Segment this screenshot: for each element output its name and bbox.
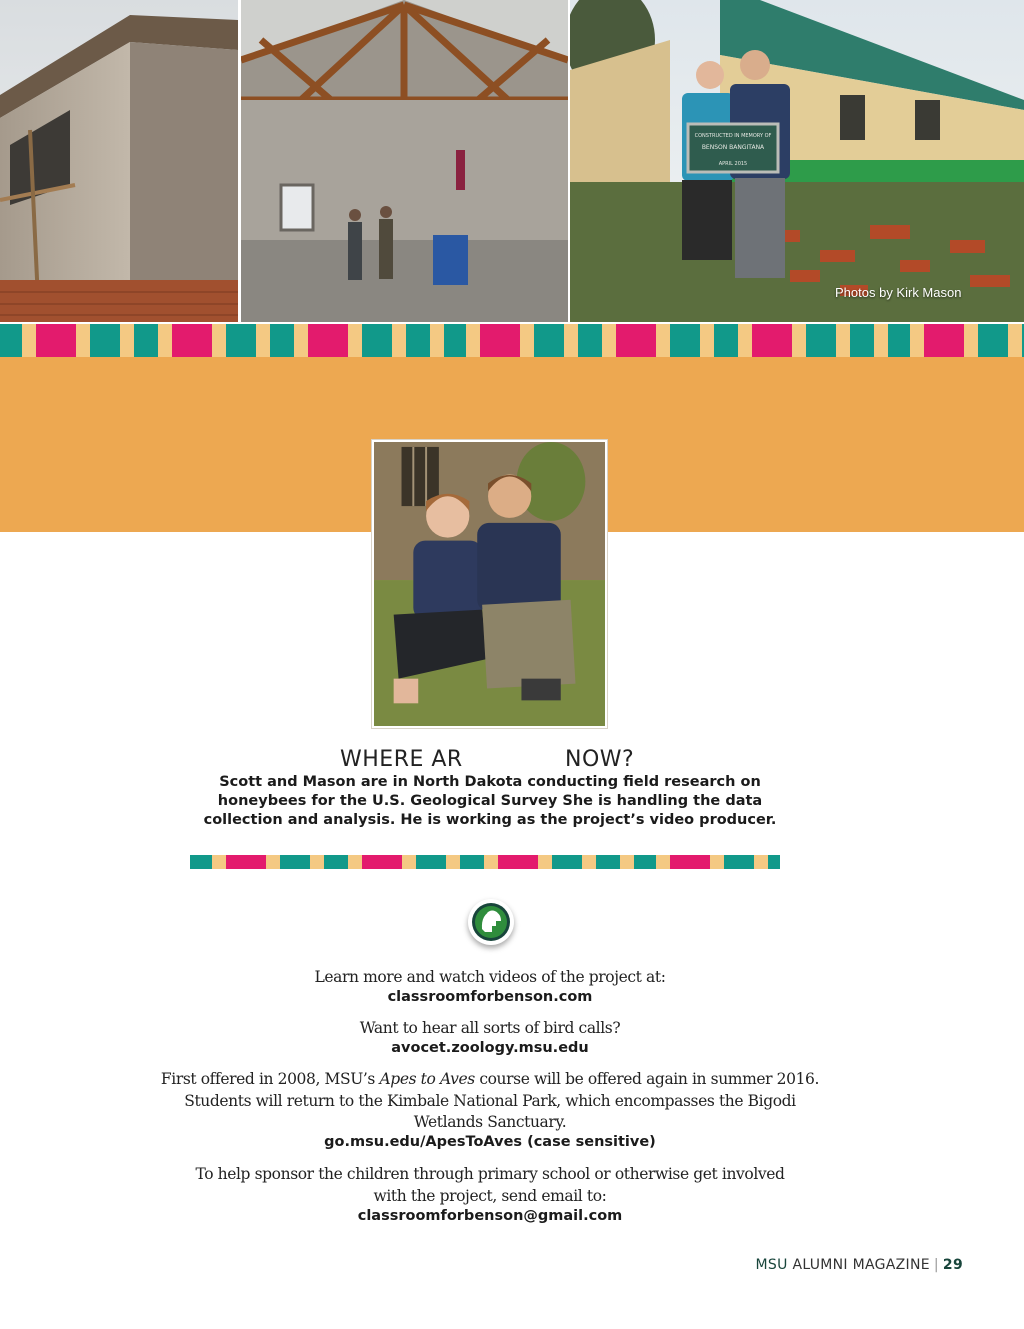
stripe-segment <box>564 324 578 357</box>
stripe-segment <box>480 324 520 357</box>
stripe-segment <box>444 324 466 357</box>
stripe-segment <box>190 855 212 869</box>
stripe-segment <box>446 855 460 869</box>
stripe-segment <box>348 324 362 357</box>
footer-magazine: ALUMNI MAGAZINE <box>792 1257 930 1273</box>
stripe-segment <box>874 324 888 357</box>
photo-portrait-couple <box>372 440 607 728</box>
where-body-line-3: collection and analysis. He is working as the project’s video producer. <box>203 812 777 828</box>
stripe-segment <box>752 324 792 357</box>
stripe-segment <box>348 855 362 869</box>
where-body-line-2: honeybees for the U.S. Geological Survey She is handling the data <box>217 793 763 809</box>
sponsor-text-line-2: with the project, send email to: <box>373 1187 607 1205</box>
course-text-post: course will be offered again in summer 2016. <box>474 1070 820 1088</box>
learn-more-link[interactable]: classroomforbenson.com <box>387 989 593 1005</box>
photo-credit: Photos by Kirk Mason <box>835 285 962 300</box>
stripe-segment <box>324 855 348 869</box>
stripe-segment <box>656 855 670 869</box>
stripe-segment <box>964 324 978 357</box>
stripe-segment <box>402 855 416 869</box>
stripe-segment <box>172 324 212 357</box>
stripe-segment <box>498 855 538 869</box>
stripe-segment <box>888 324 910 357</box>
course-text-line-2: Students will return to the Kimbale National Park, which encompasses the Bigodi <box>184 1092 796 1110</box>
course-text-pre: First offered in 2008, MSU’s <box>160 1070 380 1088</box>
bird-calls-text: Want to hear all sorts of bird calls? <box>359 1019 621 1037</box>
plaque-line-3: APRIL 2015 <box>718 161 748 167</box>
stripe-segment <box>616 324 656 357</box>
stripe-segment <box>294 324 308 357</box>
stripe-segment <box>806 324 836 357</box>
page-footer <box>756 1257 963 1273</box>
sponsor-text-line-1: To help sponsor the children through primary school or otherwise get involved <box>195 1165 785 1183</box>
stripe-segment <box>670 855 710 869</box>
stripe-segment <box>226 855 266 869</box>
where-heading-part1: WHERE AR <box>340 747 463 772</box>
stripe-segment <box>158 324 172 357</box>
stripe-segment <box>36 324 76 357</box>
where-body-line-1: Scott and Mason are in North Dakota conducting field research on <box>219 774 761 790</box>
stripe-segment <box>602 324 616 357</box>
stripe-segment <box>310 855 324 869</box>
where-heading-part2: NOW? <box>565 747 635 772</box>
decorative-stripe-middle <box>190 855 780 869</box>
stripe-segment <box>22 324 36 357</box>
stripe-segment <box>620 855 634 869</box>
stripe-segment <box>212 324 226 357</box>
course-text-line-3: Wetlands Sanctuary. <box>413 1113 567 1131</box>
stripe-segment <box>656 324 670 357</box>
stripe-segment <box>120 324 134 357</box>
learn-more-text: Learn more and watch videos of the project at: <box>314 968 666 986</box>
stripe-segment <box>910 324 924 357</box>
bird-calls-link[interactable]: avocet.zoology.msu.edu <box>391 1040 589 1056</box>
stripe-segment <box>596 855 620 869</box>
stripe-segment <box>768 855 780 869</box>
spartan-helmet-icon <box>468 899 514 945</box>
stripe-segment <box>90 324 120 357</box>
stripe-segment <box>270 324 294 357</box>
photo-building-exterior <box>0 0 238 322</box>
stripe-segment <box>850 324 874 357</box>
stripe-segment <box>392 324 406 357</box>
stripe-segment <box>634 855 656 869</box>
course-link[interactable]: go.msu.edu/ApesToAves (case sensitive) <box>324 1134 656 1150</box>
stripe-segment <box>362 855 402 869</box>
stripe-segment <box>256 324 270 357</box>
stripe-segment <box>520 324 534 357</box>
stripe-segment <box>280 855 310 869</box>
photo-building-interior <box>241 0 568 322</box>
stripe-segment <box>134 324 158 357</box>
sponsor-email-link[interactable]: classroomforbenson@gmail.com <box>357 1208 623 1224</box>
stripe-segment <box>738 324 752 357</box>
stripe-segment <box>362 324 392 357</box>
stripe-segment <box>978 324 1008 357</box>
stripe-segment <box>0 324 22 357</box>
stripe-segment <box>460 855 484 869</box>
stripe-segment <box>466 324 480 357</box>
page-number: 29 <box>942 1257 963 1273</box>
stripe-segment <box>266 855 280 869</box>
stripe-segment <box>582 855 596 869</box>
stripe-segment <box>308 324 348 357</box>
stripe-segment <box>670 324 700 357</box>
stripe-segment <box>578 324 602 357</box>
plaque-line-1: CONSTRUCTED IN MEMORY OF <box>694 133 772 139</box>
stripe-segment <box>836 324 850 357</box>
stripe-segment <box>714 324 738 357</box>
stripe-segment <box>226 324 256 357</box>
footer-separator: | <box>933 1257 939 1273</box>
stripe-segment <box>924 324 964 357</box>
footer-brand: MSU <box>755 1257 788 1273</box>
stripe-segment <box>724 855 754 869</box>
stripe-segment <box>538 855 552 869</box>
decorative-stripe-top <box>0 324 1024 357</box>
course-text-line-1 <box>150 1069 830 1090</box>
stripe-segment <box>534 324 564 357</box>
stripe-segment <box>754 855 768 869</box>
photo-dedication-plaque <box>570 0 1024 322</box>
plaque-line-2: BENSON BANGITANA <box>701 144 765 151</box>
stripe-segment <box>430 324 444 357</box>
course-title: Apes to Aves <box>379 1070 475 1088</box>
stripe-segment <box>1008 324 1022 357</box>
stripe-segment <box>212 855 226 869</box>
stripe-segment <box>552 855 582 869</box>
stripe-segment <box>700 324 714 357</box>
stripe-segment <box>710 855 724 869</box>
stripe-segment <box>792 324 806 357</box>
stripe-segment <box>76 324 90 357</box>
stripe-segment <box>416 855 446 869</box>
stripe-segment <box>406 324 430 357</box>
stripe-segment <box>484 855 498 869</box>
